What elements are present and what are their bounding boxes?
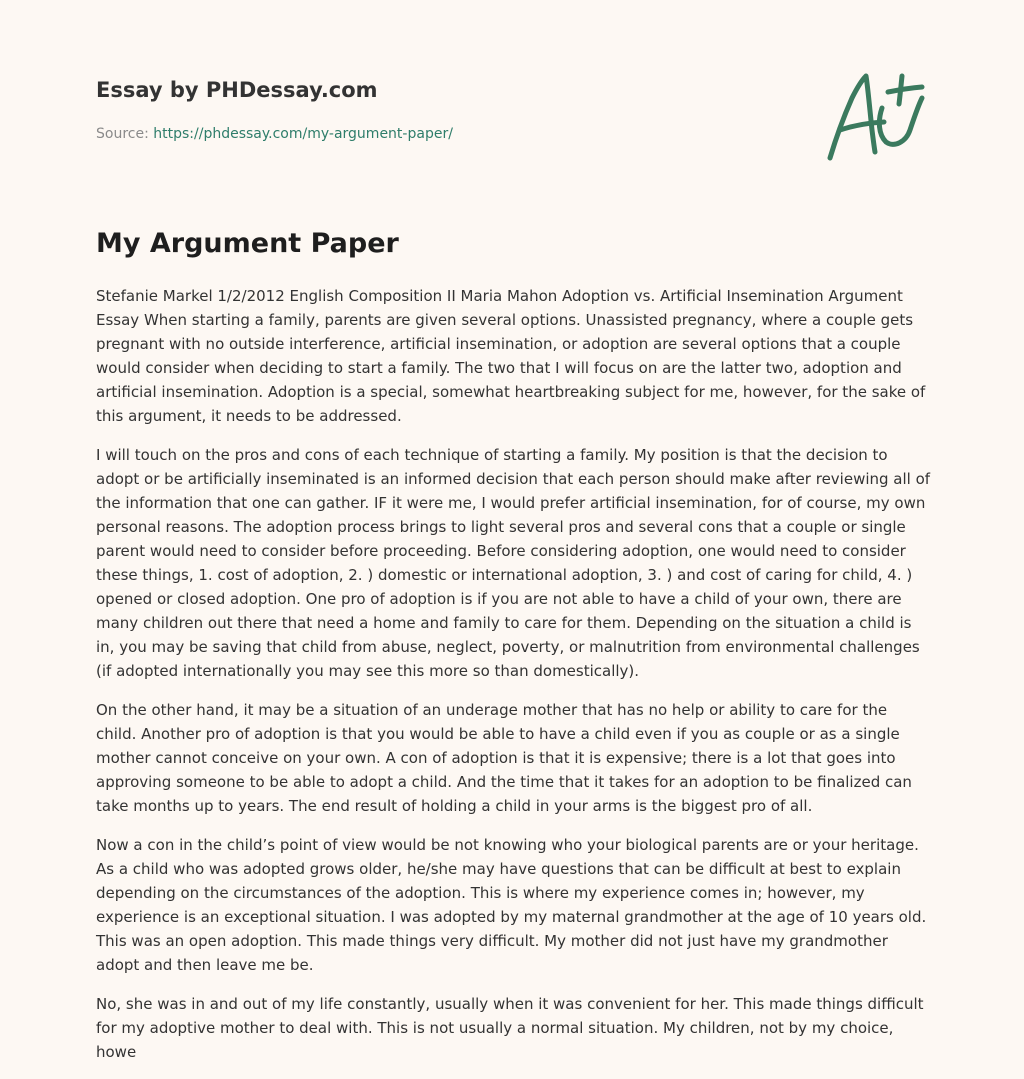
source-link[interactable]: https://phdessay.com/my-argument-paper/ <box>153 126 453 142</box>
article-title: My Argument Paper <box>96 228 399 259</box>
source-line <box>96 124 796 144</box>
paragraph: Stefanie Markel 1/2/2012 English Composition II Maria Mahon Adoption vs. Artificial Insemination Argument Essay When starting a family, parents are given several options. Unassisted pregnancy, where a couple gets pregnant with no outside interference, artificial insemination, or adoption are several options that a couple would consider when deciding to start a family. The two that I will focus on are the latter two, adoption and artificial insemination. Adoption is a special, somewhat heartbreaking subject for me, however, for the sake of this argument, it needs to be addressed. <box>96 287 926 425</box>
a-plus-grade-icon <box>822 68 928 164</box>
source-label: Source: <box>96 126 154 142</box>
article-body <box>96 284 932 1079</box>
paragraph: I will touch on the pros and cons of each technique of starting a family. My position is that the decision to adopt or be artificially inseminated is an informed decision that each person should make after reviewing all of the information that one can gather. IF it were me, I would prefer artificial insemination, for of course, my own personal reasons. The adoption process brings to light several pros and several cons that a couple or single parent would need to consider before proceeding. Before considering adoption, one would need to consider these things, 1. cost of adoption, 2. ) domestic or international adoption, 3. ) and cost of caring for child, 4. ) opened or closed adoption. One pro of adoption is if you are not able to have a child of your own, there are many children out there that need a home and family to care for them. Depending on the situation a child is in, you may be saving that child from abuse, neglect, poverty, or malnutrition from environmental challenges (if adopted internationally you may see this more so than domestically). <box>96 446 931 680</box>
essay-header <box>96 76 796 144</box>
site-brand: Essay by PHDessay.com <box>96 78 378 102</box>
paragraph: On the other hand, it may be a situation of an underage mother that has no help or ability to care for the child. Another pro of adoption is that you would be able to have a child even if you as couple or as a single mother cannot conceive on your own. A con of adoption is that it is expensive; there is a lot that goes into approving someone to be able to adopt a child. And the time that it takes for an adoption to be finalized can take months up to years. The end result of holding a child in your arms is the biggest pro of all. <box>96 701 912 815</box>
paragraph: Now a con in the child’s point of view would be not knowing who your biological parents are or your heritage. As a child who was adopted grows older, he/she may have questions that can be difficult at best to explain depending on the circumstances of the adoption. This is where my experience comes in; however, my experience is an exceptional situation. I was adopted by my maternal grandmother at the age of 10 years old. This was an open adoption. This made things very difficult. My mother did not just have my grandmother adopt and then leave me be. <box>96 836 927 974</box>
paragraph: No, she was in and out of my life constantly, usually when it was convenient for her. This made things difficult for my adoptive mother to deal with. This is not usually a normal situation. My children, not by my choice, howe <box>96 995 924 1061</box>
